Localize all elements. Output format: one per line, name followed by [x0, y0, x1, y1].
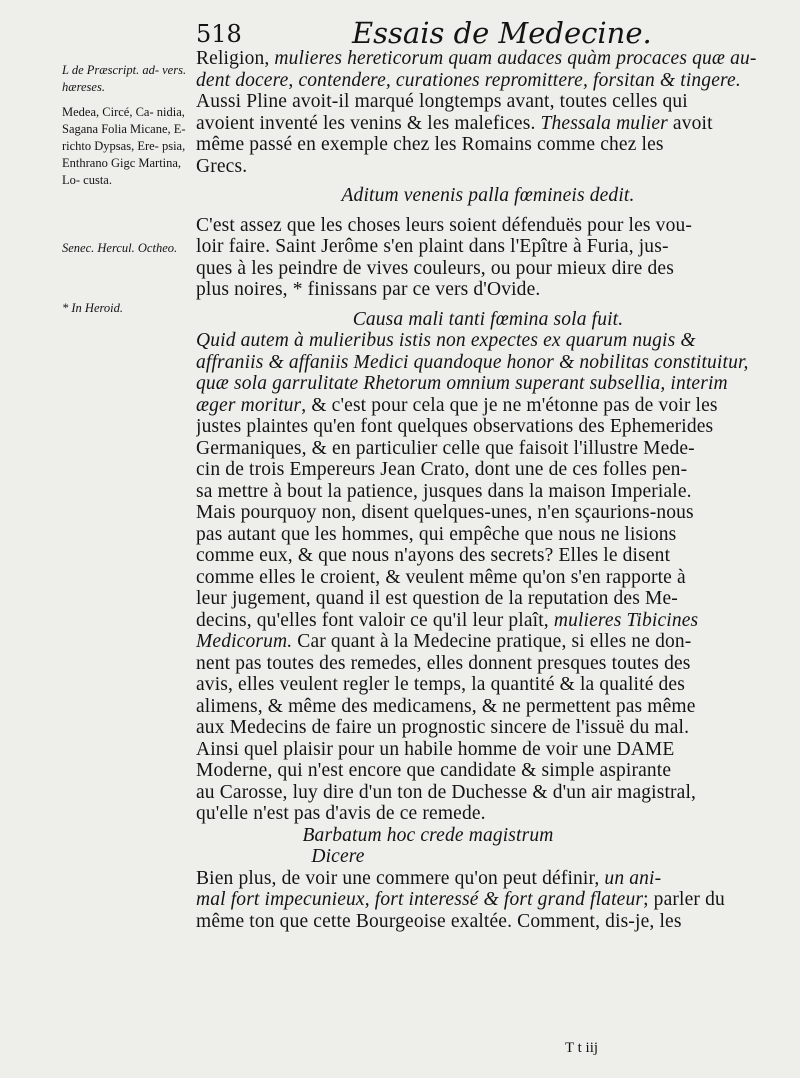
page-number: 518 [196, 20, 242, 48]
text-segment: ; parler du [643, 889, 725, 910]
text-line [196, 653, 780, 675]
text-segment: Grecs. [196, 155, 248, 177]
text-segment: qu'elle n'est pas d'avis de ce remede. [196, 803, 486, 824]
text-line [196, 889, 780, 911]
text-line [196, 309, 780, 331]
italic-segment: quæ sola garrulitate Rhetorum omnium superant subsellia, interim [196, 373, 728, 394]
text-segment: Religion, [196, 48, 275, 69]
text-line [196, 395, 780, 417]
text-segment: Moderne, qui n'est encore que candidate & simple aspirante [196, 760, 672, 781]
text-line [196, 803, 780, 825]
text-line [196, 696, 780, 718]
text-line [196, 567, 780, 589]
signature-mark: T t iij [565, 1040, 599, 1056]
text-segment: avis, elles veulent regler le temps, la quantité & la qualité des [196, 674, 685, 695]
text-segment: justes plaintes qu'en font quelques observations des Ephemerides [196, 416, 714, 437]
italic-segment: mulieres hereticorum quam audaces quàm procaces quæ au- [274, 48, 757, 69]
text-line [196, 258, 780, 280]
text-line [196, 481, 780, 503]
text-segment: pas autant que les hommes, qui empêche que nous ne lisions [196, 523, 677, 545]
text-segment: avoient inventé les venins & les malefices. [196, 112, 541, 134]
italic-segment: Causa mali tanti fœmina sola fuit. [352, 308, 624, 330]
text-segment: ques à les peindre de vives couleurs, ou pour mieux dire des [196, 257, 674, 279]
text-line [196, 236, 780, 258]
text-segment: au Carosse, luy dire d'un ton de Duchesse & d'un air magistral, [196, 781, 697, 803]
text-line [196, 330, 780, 352]
text-line [196, 739, 780, 761]
text-line [196, 717, 780, 739]
text-segment: Aussi Pline avoit-il marqué longtemps avant, toutes celles qui [196, 91, 688, 112]
italic-segment: Quid autem à mulieribus istis non expectes ex quarum nugis & [196, 330, 696, 351]
text-segment: Germaniques, & en particulier celle que faisoit l'illustre Mede- [196, 437, 695, 459]
text-segment: Car quant à la Medecine pratique, si elles ne don- [292, 631, 692, 652]
italic-segment: æger moritur [196, 394, 302, 416]
italic-segment: Medicorum. [196, 631, 293, 652]
text-segment: plus noires, * finissans par ce vers d'Ovide. [196, 279, 541, 300]
italic-segment: affraniis & affaniis Medici quandoque honor & nobilitas constituitur, [196, 351, 749, 373]
text-line [196, 134, 780, 156]
body-text [196, 48, 780, 932]
text-segment: , & c'est pour cela que je ne m'étonne pas de voir les [301, 394, 718, 416]
text-line [196, 524, 780, 546]
margin-note-1: L de Præscript. ad- vers. hæreses. [62, 63, 187, 94]
text-segment: Bien plus, de voir une commere qu'on peut définir, [196, 867, 605, 889]
text-line [196, 502, 780, 524]
text-line [196, 459, 780, 481]
text-line [196, 868, 780, 890]
text-line [196, 911, 780, 933]
text-line [196, 113, 780, 135]
text-line [196, 674, 780, 696]
text-segment: comme eux, & que nous n'ayons des secrets? Elles le disent [196, 545, 671, 566]
running-title: Essais de Medecine. [352, 16, 652, 50]
margin-note-4: * In Heroid. [62, 301, 123, 315]
text-line [196, 352, 780, 374]
text-segment: alimens, & même des medicamens, & ne permettent pas même [196, 695, 696, 717]
text-line [196, 185, 780, 207]
text-line [196, 91, 780, 113]
text-segment: aux Medecins de faire un prognostic sincere de l'issuë du mal. [196, 717, 690, 738]
text-segment: nent pas toutes des remedes, elles donnent presques toutes des [196, 652, 691, 674]
text-line [196, 610, 780, 632]
text-line [196, 416, 780, 438]
text-line [196, 825, 780, 847]
text-segment: comme elles le croient, & veulent même qu'on s'en rapporte à [196, 566, 686, 588]
text-line [196, 279, 780, 301]
text-line [196, 846, 780, 868]
text-line [196, 48, 780, 70]
italic-segment: mulieres Tibicines [553, 609, 699, 631]
italic-segment: mal fort impecunieux, fort interessé & fort grand flateur [196, 889, 644, 910]
text-segment: loir faire. Saint Jerôme s'en plaint dans l'Epître à Furia, jus- [196, 236, 669, 257]
text-segment: Mais pourquoy non, disent quelques-unes, n'en sçaurions-nous [196, 502, 694, 523]
text-segment: C'est assez que les choses leurs soient défenduës pour les vou- [196, 214, 693, 236]
text-line [196, 70, 780, 92]
margin-note-2: Medea, Circé, Ca- nidia, Sagana Folia Micane, E- richto Dypsas, Ere- psia, Enthrano Gigc Martina, Lo- custa. [62, 105, 186, 187]
italic-segment: un ani- [604, 867, 662, 889]
text-segment: decins, qu'elles font valoir ce qu'il leur plaît, [196, 609, 554, 631]
text-segment: même ton que cette Bourgeoise exaltée. Comment, dis-je, les [196, 910, 682, 932]
text-line [196, 782, 780, 804]
italic-segment: Aditum venenis palla fœmineis dedit. [341, 185, 635, 206]
italic-segment: dent docere, contendere, curationes repromittere, forsitan & tingere. [196, 69, 741, 91]
text-line [196, 760, 780, 782]
text-line [196, 438, 780, 460]
text-segment: sa mettre à bout la patience, jusques dans la maison Imperiale. [196, 480, 692, 502]
italic-segment: Thessala mulier [540, 112, 668, 134]
margin-note-3: Senec. Hercul. Octheo. [62, 241, 178, 255]
text-line [196, 215, 780, 237]
text-segment: Ainsi quel plaisir pour un habile homme de voir une DAME [196, 738, 675, 760]
text-segment: leur jugement, quand il est question de la reputation des Me- [196, 588, 678, 609]
italic-segment: Dicere [311, 846, 365, 867]
text-line [196, 156, 780, 178]
text-line [196, 631, 780, 653]
text-line [196, 588, 780, 610]
text-line [196, 545, 780, 567]
text-segment: cin de trois Empereurs Jean Crato, dont une de ces folles pen- [196, 459, 688, 480]
text-segment: avoit [667, 112, 713, 134]
italic-segment: Barbatum hoc crede magistrum [302, 824, 554, 846]
text-line [196, 373, 780, 395]
text-segment: même passé en exemple chez les Romains comme chez les [196, 134, 664, 155]
